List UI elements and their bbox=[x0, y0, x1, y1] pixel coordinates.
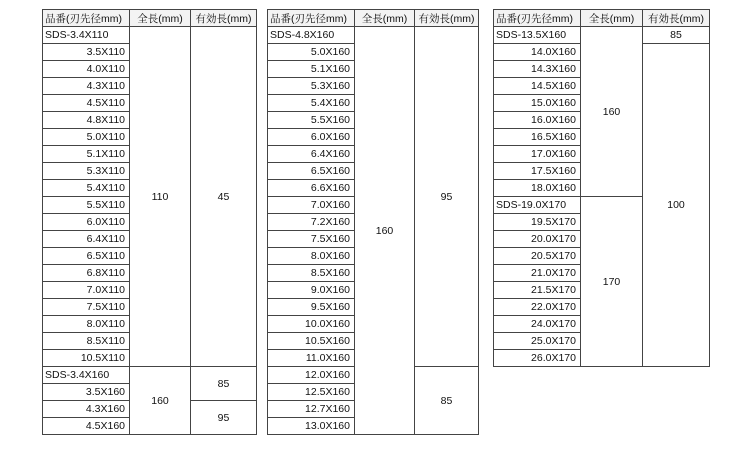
product-code: 24.0X170 bbox=[494, 316, 581, 333]
header-effective-length: 有効長(mm) bbox=[415, 10, 479, 27]
header-total-length: 全長(mm) bbox=[130, 10, 191, 27]
product-code: 5.4X160 bbox=[268, 95, 355, 112]
product-code: 10.5X110 bbox=[43, 350, 130, 367]
product-code: 14.5X160 bbox=[494, 78, 581, 95]
header-total-length: 全長(mm) bbox=[355, 10, 415, 27]
effective-length-cell: 45 bbox=[191, 27, 257, 367]
product-code: 6.8X110 bbox=[43, 265, 130, 282]
product-code: 17.5X160 bbox=[494, 163, 581, 180]
product-code: 19.5X170 bbox=[494, 214, 581, 231]
product-code: 7.2X160 bbox=[268, 214, 355, 231]
product-code: 4.8X110 bbox=[43, 112, 130, 129]
header-effective-length: 有効長(mm) bbox=[643, 10, 710, 27]
product-code: 10.5X160 bbox=[268, 333, 355, 350]
total-length-cell: 160 bbox=[581, 27, 643, 197]
effective-length-cell: 95 bbox=[191, 401, 257, 435]
header-product-code: 品番(刃先径mm) bbox=[43, 10, 130, 27]
total-length-cell: 110 bbox=[130, 27, 191, 367]
product-code: 6.4X110 bbox=[43, 231, 130, 248]
product-code: 6.0X160 bbox=[268, 129, 355, 146]
effective-length-cell: 95 bbox=[415, 27, 479, 367]
effective-length-cell: 100 bbox=[643, 44, 710, 367]
product-code: 5.4X110 bbox=[43, 180, 130, 197]
effective-length-cell: 85 bbox=[643, 27, 710, 44]
header-row bbox=[43, 10, 257, 27]
product-code: 7.5X160 bbox=[268, 231, 355, 248]
spec-table-2 bbox=[267, 9, 479, 435]
product-code: 9.0X160 bbox=[268, 282, 355, 299]
product-code: 13.0X160 bbox=[268, 418, 355, 435]
product-code: 22.0X170 bbox=[494, 299, 581, 316]
spec-table-3 bbox=[493, 9, 710, 367]
product-code: 5.0X110 bbox=[43, 129, 130, 146]
product-code: 20.0X170 bbox=[494, 231, 581, 248]
product-code: 4.0X110 bbox=[43, 61, 130, 78]
product-code: 12.0X160 bbox=[268, 367, 355, 384]
header-row bbox=[268, 10, 479, 27]
header-effective-length: 有効長(mm) bbox=[191, 10, 257, 27]
product-code: 20.5X170 bbox=[494, 248, 581, 265]
product-code: 6.6X160 bbox=[268, 180, 355, 197]
product-code: 3.5X160 bbox=[43, 384, 130, 401]
product-code: 14.3X160 bbox=[494, 61, 581, 78]
product-code: 5.1X110 bbox=[43, 146, 130, 163]
header-product-code: 品番(刃先径mm) bbox=[268, 10, 355, 27]
product-code: 6.5X160 bbox=[268, 163, 355, 180]
product-code: 8.5X110 bbox=[43, 333, 130, 350]
product-code: 5.5X160 bbox=[268, 112, 355, 129]
product-code: 5.3X110 bbox=[43, 163, 130, 180]
product-code: 12.5X160 bbox=[268, 384, 355, 401]
product-code: 18.0X160 bbox=[494, 180, 581, 197]
product-code: 21.5X170 bbox=[494, 282, 581, 299]
product-code: 8.0X110 bbox=[43, 316, 130, 333]
product-code: SDS-4.8X160 bbox=[268, 27, 355, 44]
total-length-cell: 160 bbox=[130, 367, 191, 435]
product-code: 11.0X160 bbox=[268, 350, 355, 367]
product-code: 4.5X110 bbox=[43, 95, 130, 112]
product-code: SDS-19.0X170 bbox=[494, 197, 581, 214]
product-code: 21.0X170 bbox=[494, 265, 581, 282]
product-code: 25.0X170 bbox=[494, 333, 581, 350]
table-row bbox=[268, 27, 479, 44]
effective-length-cell: 85 bbox=[415, 367, 479, 435]
product-code: 12.7X160 bbox=[268, 401, 355, 418]
product-code: SDS-13.5X160 bbox=[494, 27, 581, 44]
product-code: 7.0X110 bbox=[43, 282, 130, 299]
product-code: 8.5X160 bbox=[268, 265, 355, 282]
product-code: 9.5X160 bbox=[268, 299, 355, 316]
product-code: 5.5X110 bbox=[43, 197, 130, 214]
product-code: 10.0X160 bbox=[268, 316, 355, 333]
product-code: 5.0X160 bbox=[268, 44, 355, 61]
table-row bbox=[43, 367, 257, 384]
header-row bbox=[494, 10, 710, 27]
product-code: 15.0X160 bbox=[494, 95, 581, 112]
product-code: 5.3X160 bbox=[268, 78, 355, 95]
product-code: 7.5X110 bbox=[43, 299, 130, 316]
spec-table-1 bbox=[42, 9, 257, 435]
product-code: 16.5X160 bbox=[494, 129, 581, 146]
header-total-length: 全長(mm) bbox=[581, 10, 643, 27]
product-code: 26.0X170 bbox=[494, 350, 581, 367]
product-code: 16.0X160 bbox=[494, 112, 581, 129]
total-length-cell: 160 bbox=[355, 27, 415, 435]
product-code: 3.5X110 bbox=[43, 44, 130, 61]
effective-length-cell: 85 bbox=[191, 367, 257, 401]
product-code: SDS-3.4X110 bbox=[43, 27, 130, 44]
product-code: 8.0X160 bbox=[268, 248, 355, 265]
product-code: 4.3X110 bbox=[43, 78, 130, 95]
product-code: 4.3X160 bbox=[43, 401, 130, 418]
product-code: 6.0X110 bbox=[43, 214, 130, 231]
header-product-code: 品番(刃先径mm) bbox=[494, 10, 581, 27]
product-code: SDS-3.4X160 bbox=[43, 367, 130, 384]
product-code: 17.0X160 bbox=[494, 146, 581, 163]
product-code: 5.1X160 bbox=[268, 61, 355, 78]
table-row bbox=[43, 27, 257, 44]
table-row bbox=[494, 27, 710, 44]
product-code: 6.4X160 bbox=[268, 146, 355, 163]
product-code: 4.5X160 bbox=[43, 418, 130, 435]
product-code: 6.5X110 bbox=[43, 248, 130, 265]
total-length-cell: 170 bbox=[581, 197, 643, 367]
product-code: 7.0X160 bbox=[268, 197, 355, 214]
product-code: 14.0X160 bbox=[494, 44, 581, 61]
